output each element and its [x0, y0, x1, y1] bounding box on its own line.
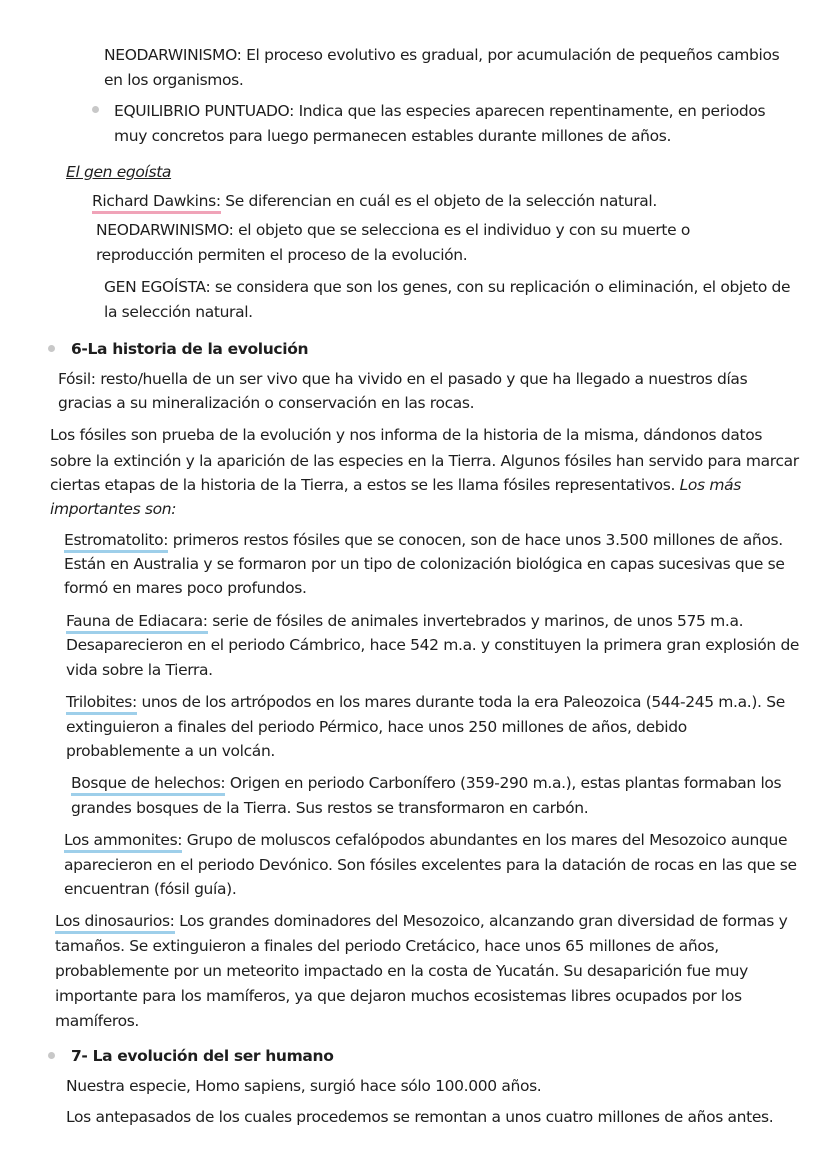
dawkins-term: Richard Dawkins: — [92, 192, 221, 214]
gen-egoista-line-1: GEN EGOÍSTA: se considera que son los genes, con su replicación o eliminación, el objeto de — [104, 278, 791, 296]
estromatolito-line-2: Están en Australia y se formaron por un tipo de colonización biológica en capas sucesivas que se — [64, 555, 785, 573]
bosque-term: Bosque de helechos: — [71, 774, 225, 796]
gen-egoista-line-2: la selección natural. — [104, 303, 253, 321]
estromatolito-line-3: formó en mares poco profundos. — [64, 579, 307, 597]
section-6-heading: 6-La historia de la evolución — [71, 340, 309, 358]
fauna-line-2: Desaparecieron en el periodo Cámbrico, hace 542 m.a. y constituyen la primera gran explosión de — [66, 636, 800, 654]
ammonites-term: Los ammonites: — [64, 831, 182, 853]
neodarwinismo2-line-1: NEODARWINISMO: el objeto que se selecciona es el individuo y con su muerte o — [96, 221, 691, 239]
equilibrio-line-1: EQUILIBRIO PUNTUADO: Indica que las especies aparecen repentinamente, en periodos — [114, 102, 766, 120]
dinosaurios-line-2: tamaños. Se extinguieron a finales del periodo Cretácico, hace unos 65 millones de años, — [55, 937, 719, 955]
section-7-heading: 7- La evolución del ser humano — [71, 1047, 334, 1065]
fauna-term: Fauna de Ediacara: — [66, 612, 208, 634]
fosiles-para-line-3 — [50, 474, 741, 496]
fosiles-para-line-4: importantes son: — [50, 500, 177, 518]
dinosaurios-line-3: probablemente por un meteorito impactado en la costa de Yucatán. Su desaparición fue muy — [55, 962, 748, 980]
fosil-line-1: Fósil: resto/huella de un ser vivo que ha vivido en el pasado y que ha llegado a nuestros días — [58, 370, 748, 388]
bullet-icon — [92, 106, 99, 113]
dinosaurios-line-1 — [55, 910, 787, 932]
trilobites-text: unos de los artrópodos en los mares durante toda la era Paleozoica (544-245 m.a.). Se — [136, 693, 785, 711]
neodarwinismo2-line-2: reproducción permiten el proceso de la evolución. — [96, 246, 468, 264]
fosil-line-2: gracias a su mineralización o conservación en las rocas. — [58, 394, 475, 412]
bullet-icon — [48, 1052, 55, 1059]
neodarwinismo-line-2: en los organismos. — [104, 71, 244, 89]
fauna-line-3: vida sobre la Tierra. — [66, 661, 213, 679]
trilobites-term: Trilobites: — [66, 693, 137, 715]
antepasados-line: Los antepasados de los cuales procedemos se remontan a unos cuatro millones de años antes. — [66, 1108, 774, 1126]
ammonites-line-3: encuentran (fósil guía). — [64, 880, 237, 898]
fauna-text: serie de fósiles de animales invertebrados y marinos, de unos 575 m.a. — [207, 612, 744, 630]
fosiles-para-line-2: sobre la extinción y la aparición de las especies en la Tierra. Algunos fósiles han servido para marcar — [50, 452, 799, 470]
trilobites-line-1 — [66, 691, 785, 713]
ammonites-text: Grupo de moluscos cefalópodos abundantes en los mares del Mesozoico aunque — [182, 831, 788, 849]
bosque-line-1 — [71, 772, 781, 794]
bosque-line-2: grandes bosques de la Tierra. Sus restos se transformaron en carbón. — [71, 799, 589, 817]
dawkins-text: Se diferencian en cuál es el objeto de la selección natural. — [220, 192, 657, 210]
neodarwinismo-line-1: NEODARWINISMO: El proceso evolutivo es gradual, por acumulación de pequeños cambios — [104, 46, 780, 64]
ammonites-line-2: aparecieron en el periodo Devónico. Son fósiles excelentes para la datación de rocas en las que se — [64, 856, 797, 874]
dinosaurios-line-5: mamíferos. — [55, 1012, 140, 1030]
estromatolito-text: primeros restos fósiles que se conocen, son de hace unos 3.500 millones de años. — [168, 531, 783, 549]
estromatolito-term: Estromatolito: — [64, 531, 168, 553]
dinosaurios-text: Los grandes dominadores del Mesozoico, alcanzando gran diversidad de formas y — [174, 912, 788, 930]
dawkins-line — [92, 190, 657, 212]
trilobites-line-3: probablemente a un volcán. — [66, 742, 276, 760]
equilibrio-line-2: muy concretos para luego permanecen estables durante millones de años. — [114, 127, 672, 145]
dinosaurios-line-4: importante para los mamíferos, ya que dejaron muchos ecosistemas libres ocupados por los — [55, 987, 742, 1005]
trilobites-line-2: extinguieron a finales del periodo Pérmico, hace unos 250 millones de años, debido — [66, 718, 687, 736]
homo-sapiens-line: Nuestra especie, Homo sapiens, surgió hace sólo 100.000 años. — [66, 1077, 542, 1095]
fosiles-para-line-1: Los fósiles son prueba de la evolución y nos informa de la historia de la misma, dándonos datos — [50, 426, 763, 444]
bullet-icon — [48, 345, 55, 352]
estromatolito-line-1 — [64, 529, 783, 551]
dinosaurios-term: Los dinosaurios: — [55, 912, 175, 934]
gen-egoista-heading: El gen egoísta — [66, 163, 172, 181]
ammonites-line-1 — [64, 829, 787, 851]
fosiles-para-text: ciertas etapas de la historia de la Tierra, a estos se les llama fósiles representativos. — [50, 476, 680, 494]
fosiles-para-italic: Los más — [679, 476, 741, 494]
bosque-text: Origen en periodo Carbonífero (359-290 m.a.), estas plantas formaban los — [225, 774, 782, 792]
fauna-line-1 — [66, 610, 743, 632]
